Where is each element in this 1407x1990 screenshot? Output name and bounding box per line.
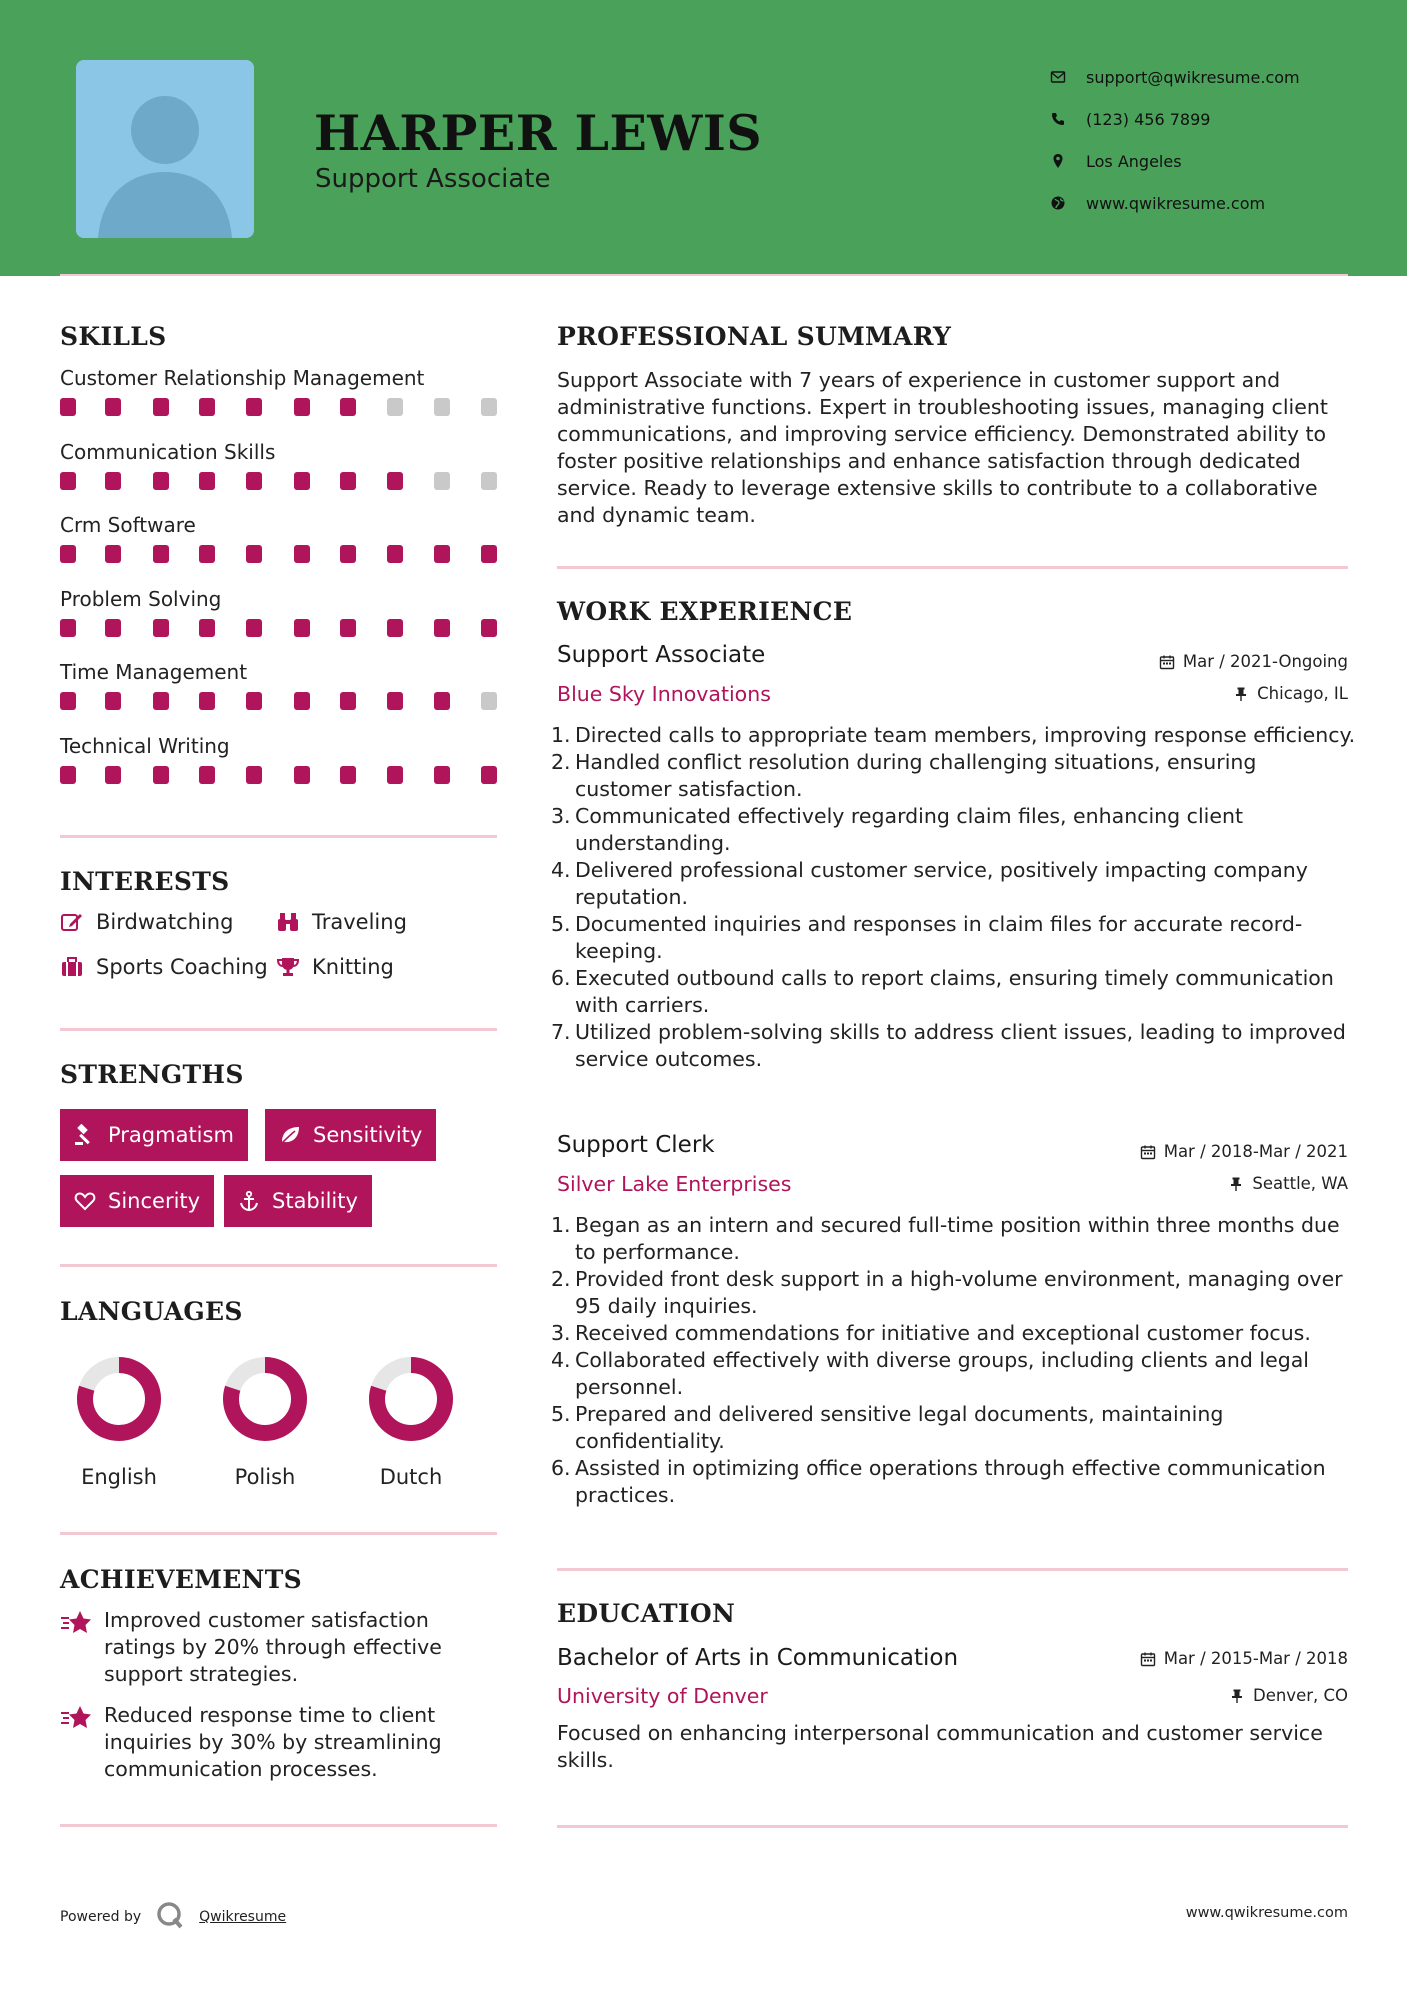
list-number: 7. (551, 1020, 571, 1044)
section-divider (60, 1824, 497, 1827)
list-number: 2. (551, 1267, 571, 1291)
language-name: Polish (234, 1465, 296, 1489)
rating-dot-filled (294, 545, 310, 563)
language-proficiency-donut (356, 1355, 466, 1443)
skill-rating (60, 398, 500, 418)
rating-dot-filled (434, 692, 450, 710)
interest-item: Birdwatching (60, 910, 233, 934)
calendar-icon (1140, 1144, 1156, 1160)
job-title: Support Clerk (557, 1132, 715, 1158)
rating-dot-filled (387, 619, 403, 637)
rating-dot-filled (387, 545, 403, 563)
rating-dot-filled (434, 766, 450, 784)
interest-item: Knitting (276, 955, 394, 979)
contact-location (1050, 140, 1370, 182)
contact-website[interactable] (1050, 182, 1370, 224)
rating-dot-filled (105, 545, 121, 563)
achievement-item: Reduced response time to client inquiries by 30% by streamlining communication processes. (60, 1702, 460, 1783)
interest-item: Traveling (276, 910, 407, 934)
education-location: Denver, CO (1229, 1686, 1348, 1705)
rating-dot-filled (153, 619, 169, 637)
responsibility-item: 2. Handled conflict resolution during challenging situations, ensuring customer satisfaction. (551, 750, 1257, 801)
rating-dot-filled (294, 398, 310, 416)
rating-dot-filled (153, 766, 169, 784)
rating-dot-empty (434, 472, 450, 490)
degree-title: Bachelor of Arts in Communication (557, 1645, 959, 1671)
section-divider (60, 835, 497, 838)
job-title: Support Associate (557, 642, 766, 668)
skill-name: Technical Writing (60, 733, 230, 758)
list-number: 5. (551, 1402, 571, 1426)
responsibility-item: 4. Delivered professional customer service, positively impacting company reputation. (551, 858, 1308, 909)
rating-dot-filled (105, 472, 121, 490)
responsibility-item: 3. Communicated effectively regarding claim files, enhancing client understanding. (551, 804, 1243, 855)
rating-dot-filled (153, 692, 169, 710)
section-divider (60, 1532, 497, 1535)
responsibility-item: 2. Provided front desk support in a high-volume environment, managing over 95 daily inquiries. (551, 1267, 1343, 1318)
strength-tag: Sincerity (60, 1175, 214, 1227)
rating-dot-filled (60, 472, 76, 490)
rating-dot-filled (340, 545, 356, 563)
candidate-name: HARPER LEWIS (314, 104, 763, 162)
rating-dot-filled (434, 619, 450, 637)
language-item (356, 1355, 466, 1489)
star-icon (60, 1704, 92, 1732)
skill-item (60, 734, 500, 786)
rating-dot-filled (105, 398, 121, 416)
skill-item (60, 513, 500, 565)
rating-dot-filled (340, 619, 356, 637)
strength-tag: Stability (224, 1175, 372, 1227)
skill-rating (60, 692, 500, 712)
header-banner (0, 0, 1407, 276)
list-number: 1. (551, 1213, 571, 1237)
rating-dot-filled (387, 692, 403, 710)
contact-email-text: support@qwikresume.com (1086, 67, 1300, 87)
rating-dot-empty (481, 472, 497, 490)
strengths-heading: STRENGTHS (60, 1060, 244, 1089)
skills-heading: SKILLS (60, 322, 167, 351)
responsibility-item: 1. Directed calls to appropriate team members, improving response efficiency. (551, 723, 1356, 747)
rating-dot-filled (153, 472, 169, 490)
rating-dot-filled (434, 545, 450, 563)
contact-phone[interactable] (1050, 98, 1370, 140)
rating-dot-filled (60, 619, 76, 637)
rating-dot-filled (60, 398, 76, 416)
pin-icon (1229, 1688, 1245, 1704)
skill-rating (60, 766, 500, 786)
gavel-icon (74, 1124, 96, 1146)
summary-text: Support Associate with 7 years of experience in customer support and administrative functions. Expert in troubleshooting issues, managing client communications, and improving service efficiency. Demonstrated ability to foster positive relationships and enhance satisfaction through dedicated service. Ready to leverage extensive skills to contribute to a collaborative and dynamic team. (557, 368, 1328, 527)
calendar-icon (1159, 654, 1175, 670)
rating-dot-filled (387, 766, 403, 784)
rating-dot-filled (246, 398, 262, 416)
calendar-icon (1140, 1651, 1156, 1667)
rating-dot-filled (105, 692, 121, 710)
rating-dot-filled (199, 545, 215, 563)
rating-dot-filled (294, 766, 310, 784)
responsibility-item: 7. Utilized problem-solving skills to address client issues, leading to improved service outcomes. (551, 1020, 1346, 1071)
envelope-icon (1050, 69, 1066, 85)
rating-dot-filled (153, 398, 169, 416)
language-proficiency-donut (64, 1355, 174, 1443)
education-heading: EDUCATION (557, 1599, 736, 1628)
rating-dot-filled (199, 472, 215, 490)
rating-dot-filled (294, 619, 310, 637)
skill-name: Communication Skills (60, 439, 276, 464)
language-name: English (81, 1465, 157, 1489)
pin-icon (1233, 686, 1249, 702)
profile-photo-placeholder (76, 60, 254, 238)
skill-name: Problem Solving (60, 586, 222, 611)
rating-dot-empty (434, 398, 450, 416)
rating-dot-filled (246, 472, 262, 490)
responsibility-item: 6. Executed outbound calls to report claims, ensuring timely communication with carriers. (551, 966, 1334, 1017)
powered-by-text: Powered by (60, 1909, 142, 1925)
section-divider (557, 1825, 1348, 1828)
list-number: 4. (551, 1348, 571, 1372)
skill-item (60, 440, 500, 492)
skill-name: Customer Relationship Management (60, 366, 425, 390)
interests-heading: INTERESTS (60, 867, 230, 896)
skill-item (60, 660, 500, 712)
job-responsibilities (551, 722, 1357, 1073)
rating-dot-filled (199, 692, 215, 710)
leaf-icon (279, 1124, 301, 1146)
contact-list (1050, 56, 1370, 224)
section-divider (557, 566, 1348, 569)
list-number: 1. (551, 723, 571, 747)
rating-dot-filled (153, 545, 169, 563)
job-company: Silver Lake Enterprises (557, 1172, 792, 1196)
rating-dot-filled (60, 692, 76, 710)
briefcase-icon (60, 955, 84, 979)
rating-dot-filled (294, 472, 310, 490)
section-divider (60, 1264, 497, 1267)
section-divider (557, 1568, 1348, 1571)
skill-rating (60, 619, 500, 639)
footer-website[interactable]: www.qwikresume.com (1185, 1905, 1348, 1921)
language-name: Dutch (379, 1465, 443, 1489)
rating-dot-filled (481, 619, 497, 637)
skill-name: Time Management (60, 660, 248, 684)
list-number: 6. (551, 966, 571, 990)
education-dates: Mar / 2015-Mar / 2018 (1140, 1649, 1348, 1668)
contact-location-text: Los Angeles (1086, 151, 1182, 171)
rating-dot-filled (105, 766, 121, 784)
anchor-icon (238, 1190, 260, 1212)
skill-item (60, 366, 500, 418)
rating-dot-filled (294, 692, 310, 710)
responsibility-item: 1. Began as an intern and secured full-time position within three months due to performance. (551, 1213, 1340, 1264)
contact-email[interactable] (1050, 56, 1370, 98)
language-proficiency-donut (210, 1355, 320, 1443)
job-location: Chicago, IL (1233, 684, 1348, 703)
list-number: 4. (551, 858, 571, 882)
trophy-icon (276, 955, 300, 979)
phone-icon (1050, 111, 1066, 127)
school-name: University of Denver (557, 1684, 768, 1708)
summary-heading: PROFESSIONAL SUMMARY (557, 322, 952, 351)
rating-dot-filled (340, 692, 356, 710)
rating-dot-filled (387, 472, 403, 490)
job-responsibilities (551, 1212, 1357, 1509)
rating-dot-filled (60, 545, 76, 563)
rating-dot-filled (340, 766, 356, 784)
edit-icon (60, 910, 84, 934)
responsibility-item: 3. Received commendations for initiative and exceptional customer focus. (551, 1321, 1311, 1345)
rating-dot-filled (246, 545, 262, 563)
responsibility-item: 6. Assisted in optimizing office operations through effective communication practices. (551, 1456, 1326, 1507)
star-icon (60, 1609, 92, 1637)
heart-icon (74, 1190, 96, 1212)
skill-rating (60, 472, 500, 492)
contact-phone-text: (123) 456 7899 (1086, 109, 1211, 129)
rating-dot-filled (246, 766, 262, 784)
pin-icon (1228, 1176, 1244, 1192)
contact-website-text: www.qwikresume.com (1086, 193, 1266, 213)
education-description: Focused on enhancing interpersonal communication and customer service skills. (557, 1721, 1323, 1772)
rating-dot-filled (60, 766, 76, 784)
list-number: 5. (551, 912, 571, 936)
responsibility-item: 5. Documented inquiries and responses in claim files for accurate record-keeping. (551, 912, 1303, 963)
rating-dot-filled (481, 545, 497, 563)
job-company: Blue Sky Innovations (557, 682, 771, 706)
rating-dot-filled (340, 398, 356, 416)
language-item (64, 1355, 174, 1489)
rating-dot-filled (199, 619, 215, 637)
list-number: 3. (551, 804, 571, 828)
qwikresume-link[interactable]: Qwikresume (199, 1909, 287, 1925)
interest-item: Sports Coaching (60, 955, 268, 979)
rating-dot-filled (199, 766, 215, 784)
rating-dot-empty (481, 398, 497, 416)
strength-tag: Pragmatism (60, 1109, 248, 1161)
strength-tag: Sensitivity (265, 1109, 436, 1161)
responsibility-item: 4. Collaborated effectively with diverse groups, including clients and legal personnel. (551, 1348, 1309, 1399)
responsibility-item: 5. Prepared and delivered sensitive legal documents, maintaining confidentiality. (551, 1402, 1224, 1453)
achievement-item: Improved customer satisfaction ratings by 20% through effective support strategies. (60, 1607, 460, 1688)
header-divider (60, 274, 1348, 276)
rating-dot-filled (199, 398, 215, 416)
candidate-role: Support Associate (315, 164, 551, 194)
list-number: 3. (551, 1321, 571, 1345)
rating-dot-filled (481, 766, 497, 784)
job-dates: Mar / 2018-Mar / 2021 (1140, 1142, 1348, 1161)
rating-dot-filled (340, 472, 356, 490)
skill-rating (60, 545, 500, 565)
experience-heading: WORK EXPERIENCE (557, 597, 853, 626)
languages-heading: LANGUAGES (60, 1297, 243, 1326)
rating-dot-filled (246, 692, 262, 710)
rating-dot-filled (246, 619, 262, 637)
achievements-heading: ACHIEVEMENTS (60, 1565, 302, 1594)
job-location: Seattle, WA (1228, 1174, 1348, 1193)
skill-name: Crm Software (60, 513, 196, 537)
qwikresume-logo-icon (155, 1900, 185, 1934)
job-dates: Mar / 2021-Ongoing (1159, 652, 1348, 671)
language-item (210, 1355, 320, 1489)
rating-dot-filled (105, 619, 121, 637)
skill-item (60, 587, 500, 639)
rating-dot-empty (481, 692, 497, 710)
section-divider (60, 1028, 497, 1031)
map-marker-icon (1050, 153, 1066, 169)
list-number: 6. (551, 1456, 571, 1480)
footer-branding (60, 1900, 286, 1934)
binoculars-icon (276, 910, 300, 934)
rating-dot-empty (387, 398, 403, 416)
list-number: 2. (551, 750, 571, 774)
globe-icon (1050, 195, 1066, 211)
